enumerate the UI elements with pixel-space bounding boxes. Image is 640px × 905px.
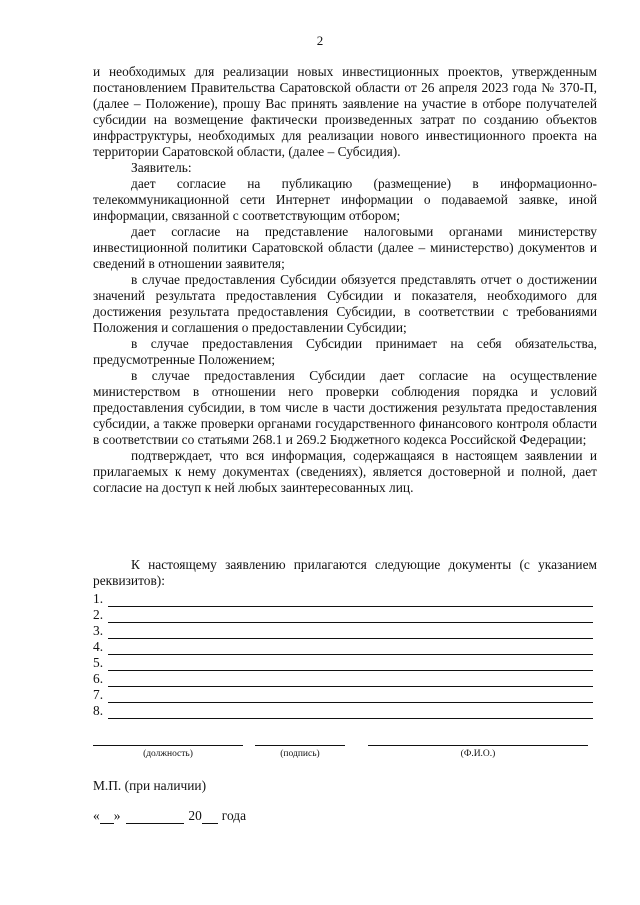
paragraph-report-obligation: в случае предоставления Субсидии обязуется представлять отчет о достижении значений результата предоставления Субсидии и показателя, необходимого для достижения результата предоставления Субсидии, в соответствии с требованиями Положения и соглашения о предоставлении Субсидии; [93, 272, 597, 335]
name-block [368, 744, 588, 760]
attachment-number: 8. [93, 703, 104, 718]
paragraph-intro: и необходимых для реализации новых инвестиционных проектов, утвержденным постановлением Правительства Саратовской области от 26 апреля 2023 года № 370-П, (далее – Положение), прошу Вас принять заявление на участие в отборе получателей субсидии на возмещение фактически произведенных затрат по созданию объектов инфраструктуры, необходимых для реализации нового инвестиционного проекта на территории Саратовской области, (далее – Субсидия). [93, 64, 597, 159]
date-open-quote: « [93, 808, 100, 823]
paragraph-confirmation: подтверждает, что вся информация, содержащаяся в настоящем заявлении и прилагаемых к нему документах (сведениях), является достоверной и полной, дает согласие на доступ к ней любых заинтересованных лиц. [93, 448, 597, 495]
position-block [93, 744, 243, 760]
position-label: (должность) [143, 749, 193, 759]
name-label: (Ф.И.О.) [460, 749, 496, 759]
attachment-item [93, 671, 593, 687]
signature-label: (подпись) [280, 749, 320, 759]
date-suffix: года [221, 808, 247, 823]
date-close-quote: » [113, 808, 121, 823]
paragraph-consent-tax: дает согласие на представление налоговыми органами министерству инвестиционной политики Саратовской области (далее – министерство) документов и сведений в отношении заявителя; [93, 224, 597, 271]
attachment-field[interactable] [108, 690, 593, 703]
date-month-field[interactable] [126, 811, 184, 824]
signature-field[interactable] [255, 744, 345, 746]
attachment-field[interactable] [108, 674, 593, 687]
attachment-number: 1. [93, 591, 104, 606]
attachment-field[interactable] [108, 642, 593, 655]
attachment-field[interactable] [108, 610, 593, 623]
attachment-number: 3. [93, 623, 104, 638]
attachment-field[interactable] [108, 658, 593, 671]
attachments-intro: К настоящему заявлению прилагаются следующие документы (с указанием реквизитов): [93, 557, 597, 588]
attachment-number: 7. [93, 687, 104, 702]
stamp-label: М.П. (при наличии) [93, 778, 207, 793]
date-day-field[interactable] [100, 811, 114, 824]
attachment-item [93, 607, 593, 623]
date-year-field[interactable] [202, 811, 218, 824]
attachment-number: 5. [93, 655, 104, 670]
paragraph-consent-audit: в случае предоставления Субсидии дает согласие на осуществление министерством в отношении него проверки соблюдения порядка и условий предоставления субсидии, в том числе в части достижения результата предоставления субсидии, а также проверки органами государственного финансового контроля области в соответствии со статьями 268.1 и 269.2 Бюджетного кодекса Российской Федерации; [93, 368, 597, 447]
position-field[interactable] [93, 744, 243, 746]
signature-row [0, 744, 640, 774]
page-number: 2 [316, 33, 324, 48]
attachment-item [93, 655, 593, 671]
attachment-number: 4. [93, 639, 104, 654]
attachment-field[interactable] [108, 594, 593, 607]
name-field[interactable] [368, 744, 588, 746]
date-row [93, 808, 246, 824]
paragraph-consent-publication: дает согласие на публикацию (размещение) в информационно-телекоммуникационной сети Интернет информации о подаваемой заявке, иной информации, связанной с соответствующим отбором; [93, 176, 597, 223]
attachment-item [93, 703, 593, 719]
paragraph-obligations: в случае предоставления Субсидии принимает на себя обязательства, предусмотренные Положением; [93, 336, 597, 367]
attachment-number: 2. [93, 607, 104, 622]
attachments-list [93, 591, 593, 719]
date-year-prefix: 20 [188, 808, 202, 823]
attachment-item [93, 639, 593, 655]
attachment-item [93, 687, 593, 703]
attachment-field[interactable] [108, 706, 593, 719]
attachment-number: 6. [93, 671, 104, 686]
attachment-item [93, 591, 593, 607]
attachment-item [93, 623, 593, 639]
paragraph-applicant: Заявитель: [131, 160, 192, 175]
signature-block [255, 744, 345, 760]
body-text [93, 64, 597, 496]
attachment-field[interactable] [108, 626, 593, 639]
